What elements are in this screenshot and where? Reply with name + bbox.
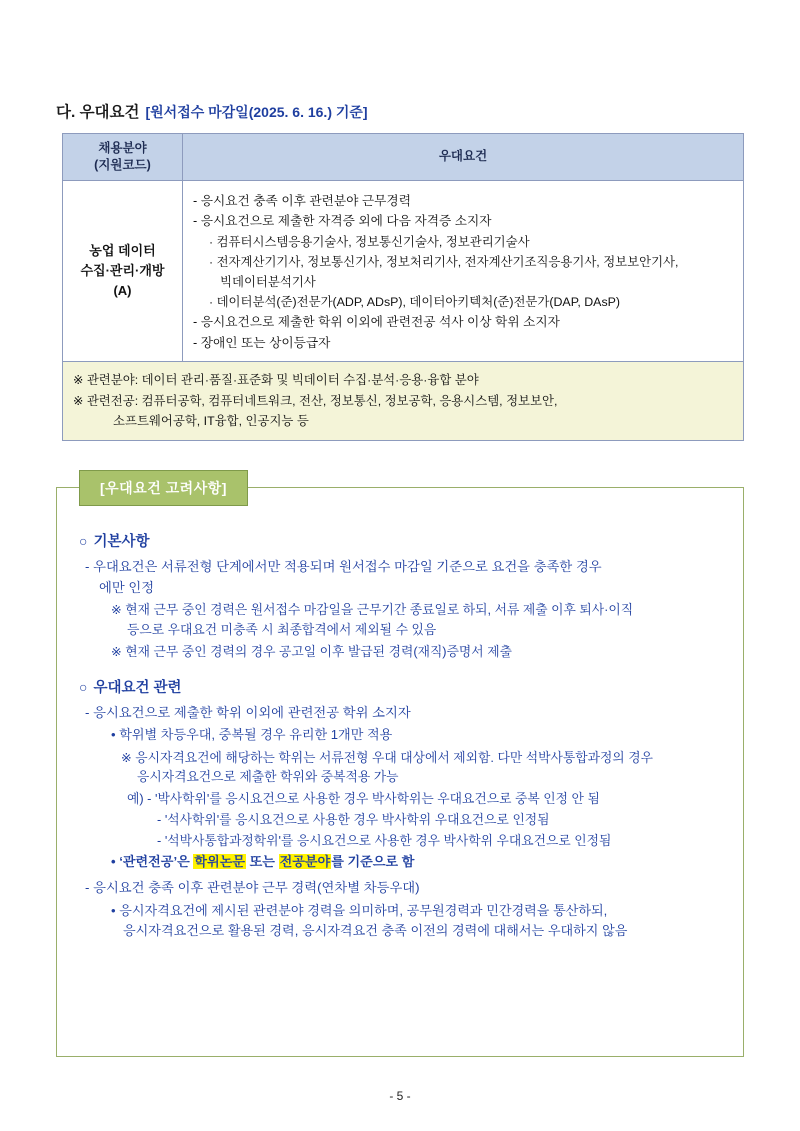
col-header-preference: 우대요건 xyxy=(183,134,744,181)
list-item: 빅데이터분석기사 xyxy=(220,275,316,290)
page-heading xyxy=(56,100,744,122)
cell-related-notes xyxy=(63,362,744,440)
col-header-field-line1: 채용분야 xyxy=(98,141,147,155)
section-title-basic-label: 기본사항 xyxy=(93,534,150,550)
highlight-major: 전공분야 xyxy=(279,853,331,869)
pref-bullet-3-cont: 응시자격요건으로 활용된 경력, 응시자격요건 충족 이전의 경력에 대해서는 우대하지 않음 xyxy=(123,922,628,938)
basic-line-1-text: - 우대요건은 서류전형 단계에서만 적용되며 원서접수 마감일 기준으로 요건을 충족한 경우 xyxy=(85,559,602,574)
pref-note-1-cont: 응시자격요건으로 제출한 학위와 중복적용 가능 xyxy=(137,769,399,785)
pref-example-3: - '석박사통합과정학위'를 응시요건으로 사용한 경우 박사학위 우대요건으로 인정됨 xyxy=(157,832,612,848)
circle-marker-icon: ○ xyxy=(79,678,88,695)
heading-note: [원서접수 마감일(2025. 6. 16.) 기준] xyxy=(145,104,368,120)
pref-bullet-2 xyxy=(111,852,729,872)
pref-bullet-3-text: • 응시자격요건에 제시된 관련분야 경력을 의미하며, 공무원경력과 민간경력을 통산하되, xyxy=(111,902,608,918)
table-header-row xyxy=(63,134,744,181)
pref-note-1 xyxy=(121,748,729,788)
pref-bullet-2-mid: 또는 xyxy=(246,853,279,869)
pref-bullet-2-prefix: • ‘관련전공’은 xyxy=(111,853,194,869)
section-title-preference-label: 우대요건 관련 xyxy=(93,679,182,696)
table-row xyxy=(63,180,744,362)
cell-preference-content xyxy=(183,180,744,362)
pref-bullet-1: • 학위별 차등우대, 중복될 경우 유리한 1개만 적용 xyxy=(111,727,393,743)
consideration-box xyxy=(56,480,744,1057)
basic-note-1-cont: 등으로 우대요건 미충족 시 최종합격에서 제외될 수 있음 xyxy=(127,622,437,638)
list-item: · 컴퓨터시스템응용기술사, 정보통신기술사, 정보관리기술사 xyxy=(209,234,530,249)
section-title-preference xyxy=(79,676,729,697)
list-item: - 응시요건으로 제출한 학위 이외에 관련전공 석사 이상 학위 소지자 xyxy=(193,315,560,330)
field-name-line2: 수집·관리·개방 xyxy=(80,263,165,279)
basic-line-1 xyxy=(85,557,729,598)
pref-example-1: 예) - '박사학위'를 응시요건으로 사용한 경우 박사학위는 우대요건으로 중복 인정 안 됨 xyxy=(127,791,600,807)
preference-requirements-table xyxy=(62,133,744,441)
pref-bullet-2-suffix: 를 기준으로 함 xyxy=(331,853,415,869)
consideration-box-title: [우대요건 고려사항] xyxy=(79,470,248,506)
col-header-field xyxy=(63,134,183,181)
preference-item-list xyxy=(193,191,733,354)
list-item: ※ 관련분야: 데이터 관리·품질·표준화 및 빅데이터 수집·분석·응용·융합 분야 xyxy=(73,373,479,388)
table-note-row xyxy=(63,362,744,440)
highlight-thesis: 학위논문 xyxy=(194,853,245,869)
pref-line-2: - 응시요건 충족 이후 관련분야 근무 경력(연차별 차등우대) xyxy=(85,880,420,896)
list-item: - 응시요건으로 제출한 자격증 외에 다음 자격증 소지자 xyxy=(193,214,492,229)
basic-line-1-cont: 에만 인정 xyxy=(99,579,155,595)
basic-note-2: ※ 현재 근무 중인 경력의 경우 공고일 이후 발급된 경력(재직)증명서 제출 xyxy=(111,643,512,659)
heading-title: 다. 우대요건 xyxy=(56,104,140,121)
pref-example-2: - '석사학위'를 응시요건으로 사용한 경우 박사학위 우대요건으로 인정됨 xyxy=(157,812,550,828)
list-item: - 장애인 또는 상이등급자 xyxy=(193,335,331,350)
pref-line-1: - 응시요건으로 제출한 학위 이외에 관련전공 학위 소지자 xyxy=(85,704,411,720)
basic-note-1-text: ※ 현재 근무 중인 경력은 원서접수 마감일을 근무기간 종료일로 하되, 서류 제출 이후 퇴사·이직 xyxy=(111,602,634,618)
pref-note-1-text: ※ 응시자격요건에 해당하는 학위는 서류전형 우대 대상에서 제외함. 다만 석박사통합과정의 경우 xyxy=(121,749,653,765)
list-item: - 응시요건 충족 이후 관련분야 근무경력 xyxy=(193,193,411,208)
section-title-basic xyxy=(79,530,729,551)
list-item: · 전자계산기기사, 정보통신기사, 정보처리기사, 전자계산기조직응용기사, 정보보안기사, xyxy=(209,255,679,269)
circle-marker-icon: ○ xyxy=(79,533,88,549)
cell-field-name xyxy=(63,180,183,362)
list-item: 소프트웨어공학, IT융합, 인공지능 등 xyxy=(113,413,309,428)
basic-note-1 xyxy=(111,600,729,640)
list-item: ※ 관련전공: 컴퓨터공학, 컴퓨터네트워크, 전산, 정보통신, 정보공학, 응용시스템, 정보보안, xyxy=(73,393,558,408)
pref-bullet-3 xyxy=(111,901,729,942)
field-name-line1: 농업 데이터 xyxy=(89,242,156,258)
col-header-field-line2: (지원코드) xyxy=(94,157,151,172)
list-item: · 데이터분석(준)전문가(ADP, ADsP), 데이터아키텍처(준)전문가(DAP, DAsP) xyxy=(209,295,621,310)
page-footer: - 5 - xyxy=(389,1089,411,1103)
field-code: (A) xyxy=(113,283,132,299)
related-note-list xyxy=(73,370,733,430)
